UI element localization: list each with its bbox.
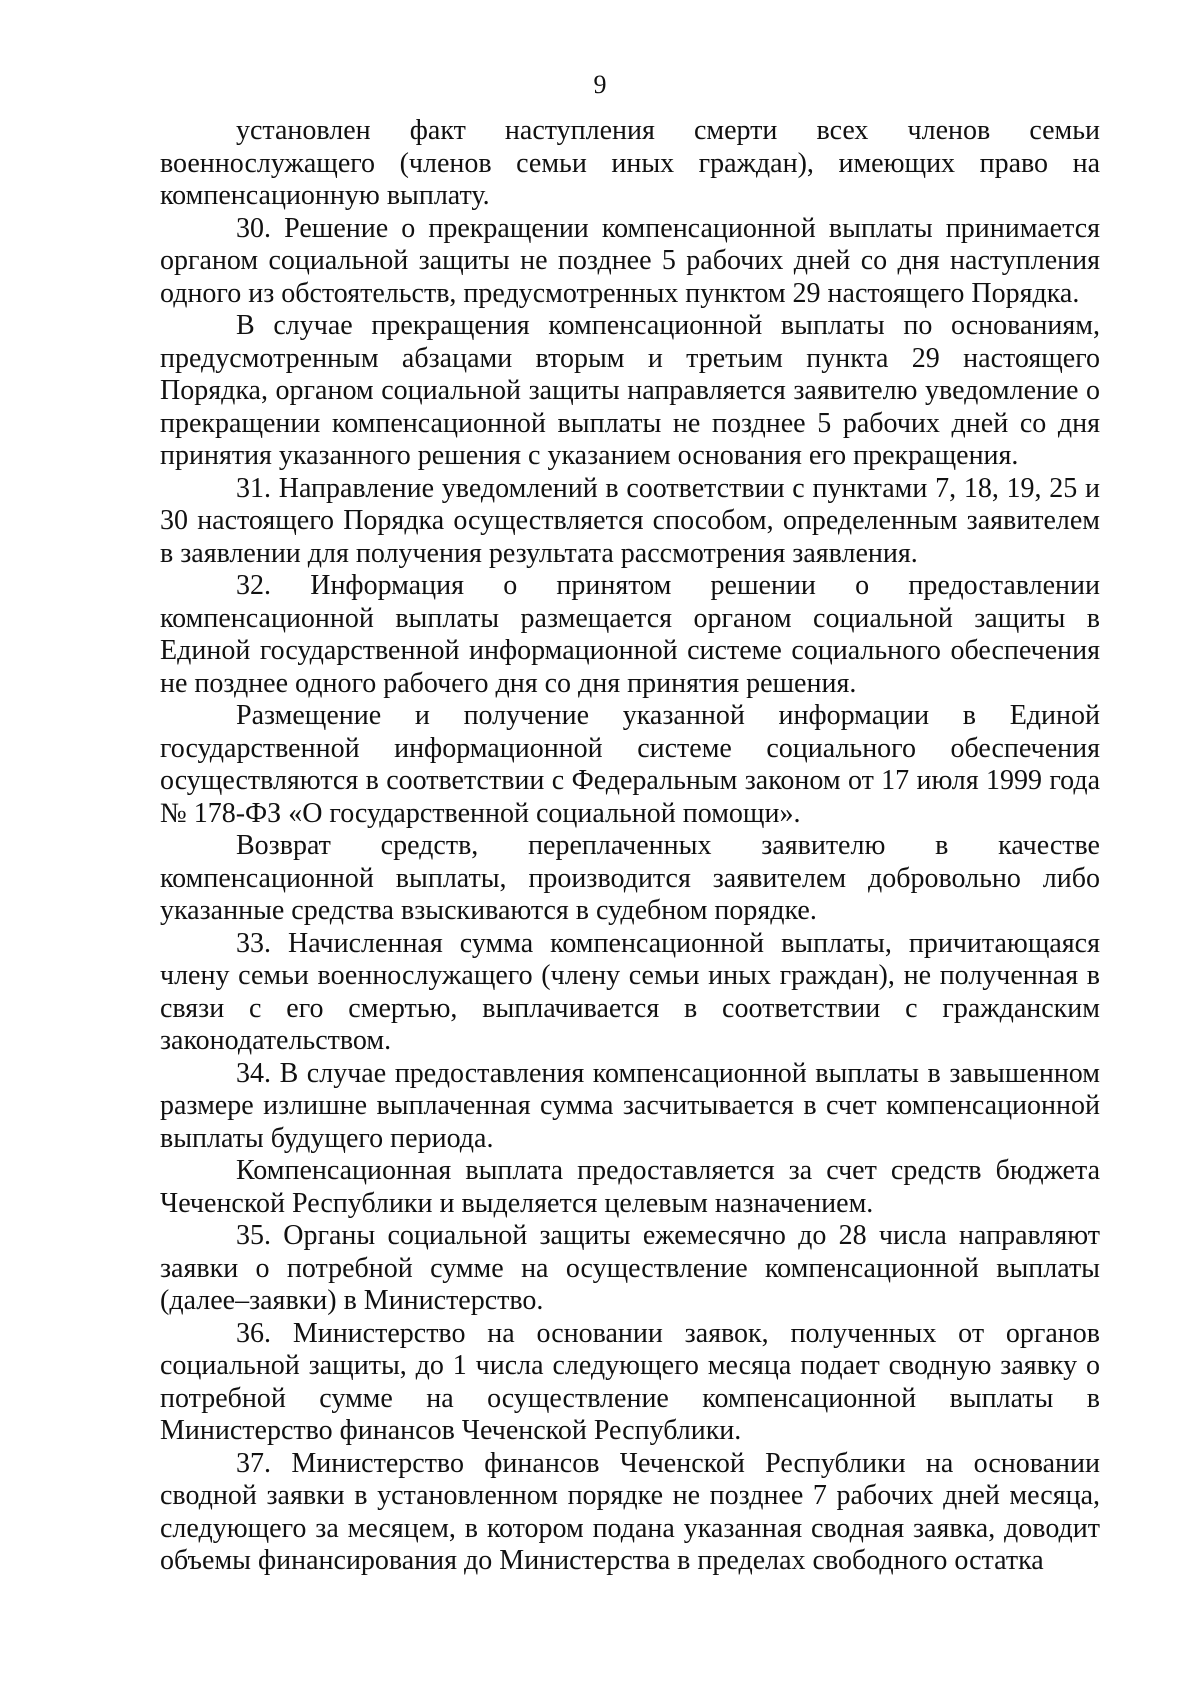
paragraph-35: 35. Органы социальной защиты ежемесячно до 28 числа направляют заявки о потребной сумме на осуществление компенсационной выплаты (далее–заявки) в Министерство.	[160, 1220, 1100, 1316]
paragraph-34-funding: Компенсационная выплата предоставляется за счет средств бюджета Чеченской Республики и выделяется целевым назначением.	[160, 1155, 1100, 1219]
paragraph-32-placement: Размещение и получение указанной информации в Единой государственной информационной системе социального обеспечения осуществляются в соответствии с Федеральным законом от 17 июля 1999 года № 178-ФЗ «О государственной социальной помощи».	[160, 700, 1100, 829]
document-body	[160, 115, 1100, 1578]
paragraph-32: 32. Информация о принятом решении о предоставлении компенсационной выплаты размещается органом социальной защиты в Единой государственной информационной системе социального обеспечения не позднее одного рабочего дня со дня принятия решения.	[160, 570, 1100, 699]
paragraph-36: 36. Министерство на основании заявок, полученных от органов социальной защиты, до 1 числа следующего месяца подает сводную заявку о потребной сумме на осуществление компенсационной выплаты в Министерство финансов Чеченской Республики.	[160, 1317, 1100, 1446]
paragraph-34: 34. В случае предоставления компенсационной выплаты в завышенном размере излишне выплаченная сумма засчитывается в счет компенсационной выплаты будущего периода.	[160, 1057, 1100, 1154]
paragraph-30-notice: В случае прекращения компенсационной выплаты по основаниям, предусмотренным абзацами вторым и третьим пункта 29 настоящего Порядка, органом социальной защиты направляется заявителю уведомление о прекращении компенсационной выплаты не позднее 5 рабочих дней со дня принятия указанного решения с указанием основания его прекращения.	[160, 310, 1100, 471]
page-number: 9	[593, 70, 607, 99]
paragraph-30: 30. Решение о прекращении компенсационной выплаты принимается органом социальной защиты не позднее 5 рабочих дней со дня наступления одного из обстоятельств, предусмотренных пунктом 29 настоящего Порядка.	[160, 212, 1100, 309]
paragraph-32-refund: Возврат средств, переплаченных заявителю в качестве компенсационной выплаты, производится заявителем добровольно либо указанные средства взыскиваются в судебном порядке.	[160, 830, 1100, 926]
paragraph-33: 33. Начисленная сумма компенсационной выплаты, причитающаяся члену семьи военнослужащего (члену семьи иных граждан), не полученная в связи с его смертью, выплачивается в соответствии с гражданским законодательством.	[160, 927, 1100, 1056]
paragraph-37: 37. Министерство финансов Чеченской Республики на основании сводной заявки в установленном порядке не позднее 7 рабочих дней месяца, следующего за месяцем, в котором подана указанная сводная заявка, доводит объемы финансирования до Министерства в пределах свободного остатка	[160, 1447, 1100, 1576]
paragraph-31: 31. Направление уведомлений в соответствии с пунктами 7, 18, 19, 25 и 30 настоящего Порядка осуществляется способом, определенным заявителем в заявлении для получения результата рассмотрения заявления.	[160, 472, 1100, 569]
paragraph-continuation: установлен факт наступления смерти всех членов семьи военнослужащего (членов семьи иных граждан), имеющих право на компенсационную выплату.	[160, 115, 1100, 211]
